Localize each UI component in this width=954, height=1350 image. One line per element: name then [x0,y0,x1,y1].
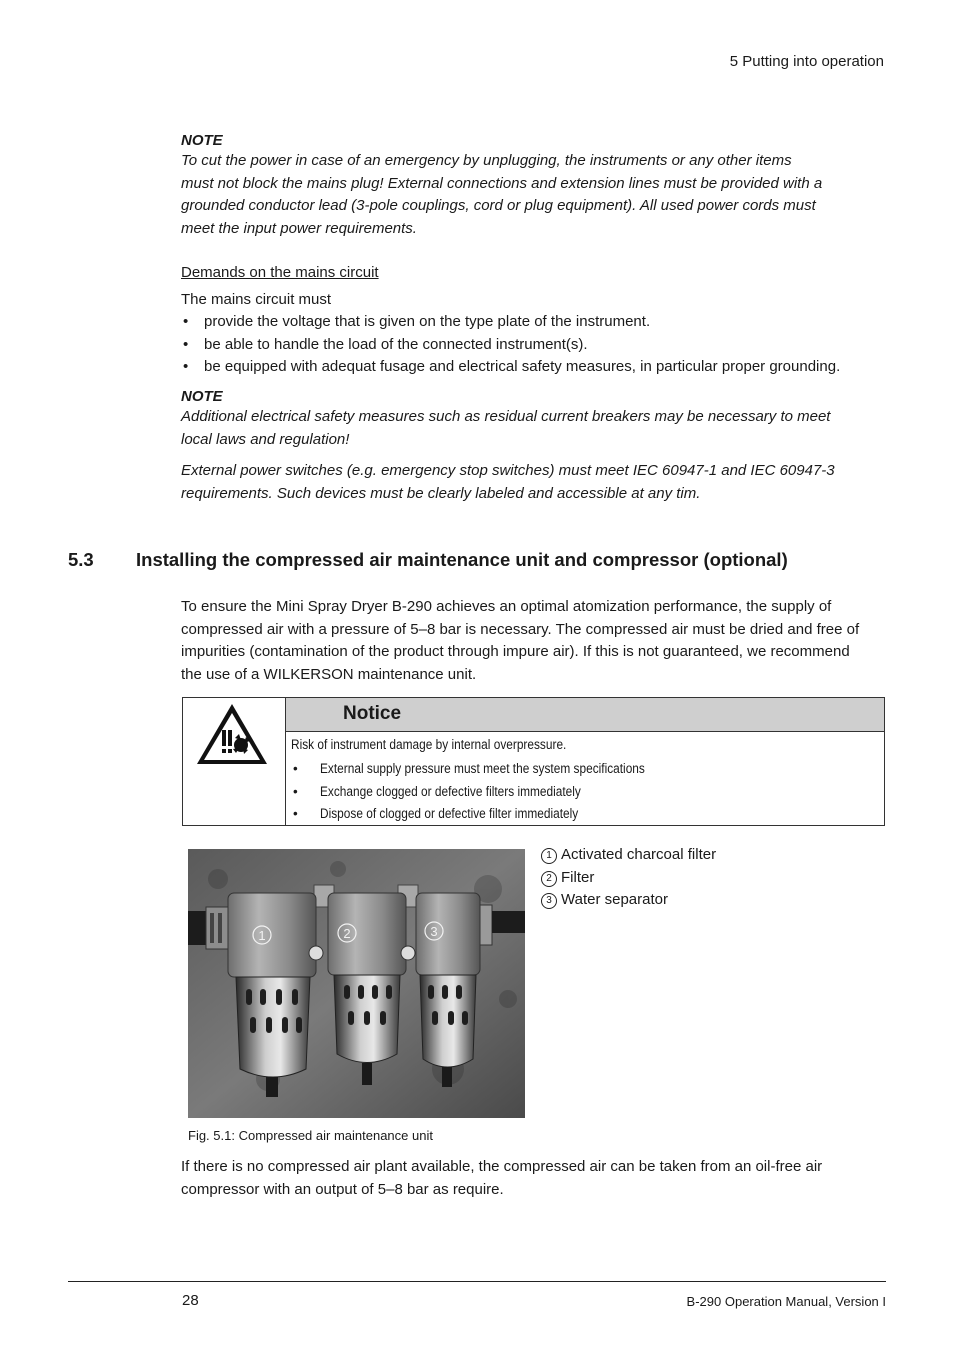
list-item [291,803,878,826]
legend-label: Activated charcoal filter [561,846,717,863]
list-item: • be equipped with adequat fusage and electrical safety measures, in particular proper grounding. [181,356,840,379]
notice-item-text: External supply pressure must meet the system specifications [320,761,645,776]
figure-legend [541,844,716,912]
demands-list [181,311,840,379]
notice-content [291,734,878,826]
legend-number: 1 [541,848,557,864]
warning-icon-cell [183,698,286,825]
para-line: If there is no compressed air plant available, the compressed air can be taken from an oil-free air [181,1158,823,1175]
warning-triangle-icon [183,698,285,825]
list-item: • be able to handle the load of the connected instrument(s). [181,334,840,357]
note-title: NOTE [181,388,223,405]
legend-label: Filter [561,868,595,886]
para-line: To ensure the Mini Spray Dryer B-290 achieves an optimal atomization performance, the supply of [181,598,832,615]
maintenance-unit-photo [188,849,525,1118]
list-item: • provide the voltage that is given on the type plate of the instrument. [181,311,840,334]
legend-number: 3 [541,893,557,909]
footer-divider [68,1281,886,1282]
note-line: Additional electrical safety measures such as residual current breakers may be necessary to meet [181,408,831,425]
legend-number: 2 [541,871,557,887]
note-line: External power switches (e.g. emergency stop switches) must meet IEC 60947-1 and IEC 60947-3 [181,462,835,479]
demands-intro: The mains circuit must [181,291,332,308]
note-line: To cut the power in case of an emergency by unplugging, the instruments or any other items [181,152,792,169]
manual-title: B-290 Operation Manual, Version I [686,1294,886,1309]
legend-item [541,844,716,867]
section-title: Installing the compressed air maintenance unit and compressor (optional) [136,549,788,570]
para-line: compressor with an output of 5–8 bar as require. [181,1180,504,1198]
notice-lead: Risk of instrument damage by internal overpressure. [291,737,567,752]
page-number: 28 [182,1292,199,1309]
callout-number: 3 [430,924,438,939]
note-line: meet the input power requirements. [181,219,417,237]
note-block-2 [181,388,835,505]
running-header: 5 Putting into operation [729,53,884,70]
notice-label: Notice [343,703,402,724]
legend-item [541,867,716,890]
list-item [291,781,878,804]
legend-item [541,889,716,912]
section-number: 5.3 [68,549,94,570]
legend-label: Water separator [561,891,668,908]
figure-caption: Fig. 5.1: Compressed air maintenance unit [188,1128,433,1143]
note-text [181,406,835,505]
note-line: must not block the mains plug! External connections and extension lines must be provided with a [181,174,823,192]
notice-box [182,697,885,826]
para-line: the use of a WILKERSON maintenance unit. [181,665,477,683]
filter-unit-illustration [188,849,525,1118]
section-intro [181,596,859,686]
note-title: NOTE [181,132,223,149]
note-line: local laws and regulation! [181,430,350,448]
notice-header [286,698,884,732]
closing-paragraph [181,1156,822,1201]
para-line: compressed air with a pressure of 5–8 bar is necessary. The compressed air must be dried and free of [181,620,860,638]
note-block-1 [181,132,822,240]
demands-heading: Demands on the mains circuit [181,264,379,281]
notice-item-text: Dispose of clogged or defective filter immediately [320,806,579,821]
notice-list [291,758,878,826]
callout-number: 1 [258,928,266,943]
list-item [291,758,878,781]
note-line: requirements. Such devices must be clearly labeled and accessible at any tim. [181,484,701,502]
callout-number: 2 [343,926,351,941]
note-line: grounded conductor lead (3-pole couplings, cord or plug equipment). All used power cords must [181,197,816,214]
notice-item-text: Exchange clogged or defective filters immediately [320,783,581,799]
para-line: impurities (contamination of the product through impure air). If this is not guaranteed, we recommend [181,643,850,660]
note-text [181,150,822,240]
